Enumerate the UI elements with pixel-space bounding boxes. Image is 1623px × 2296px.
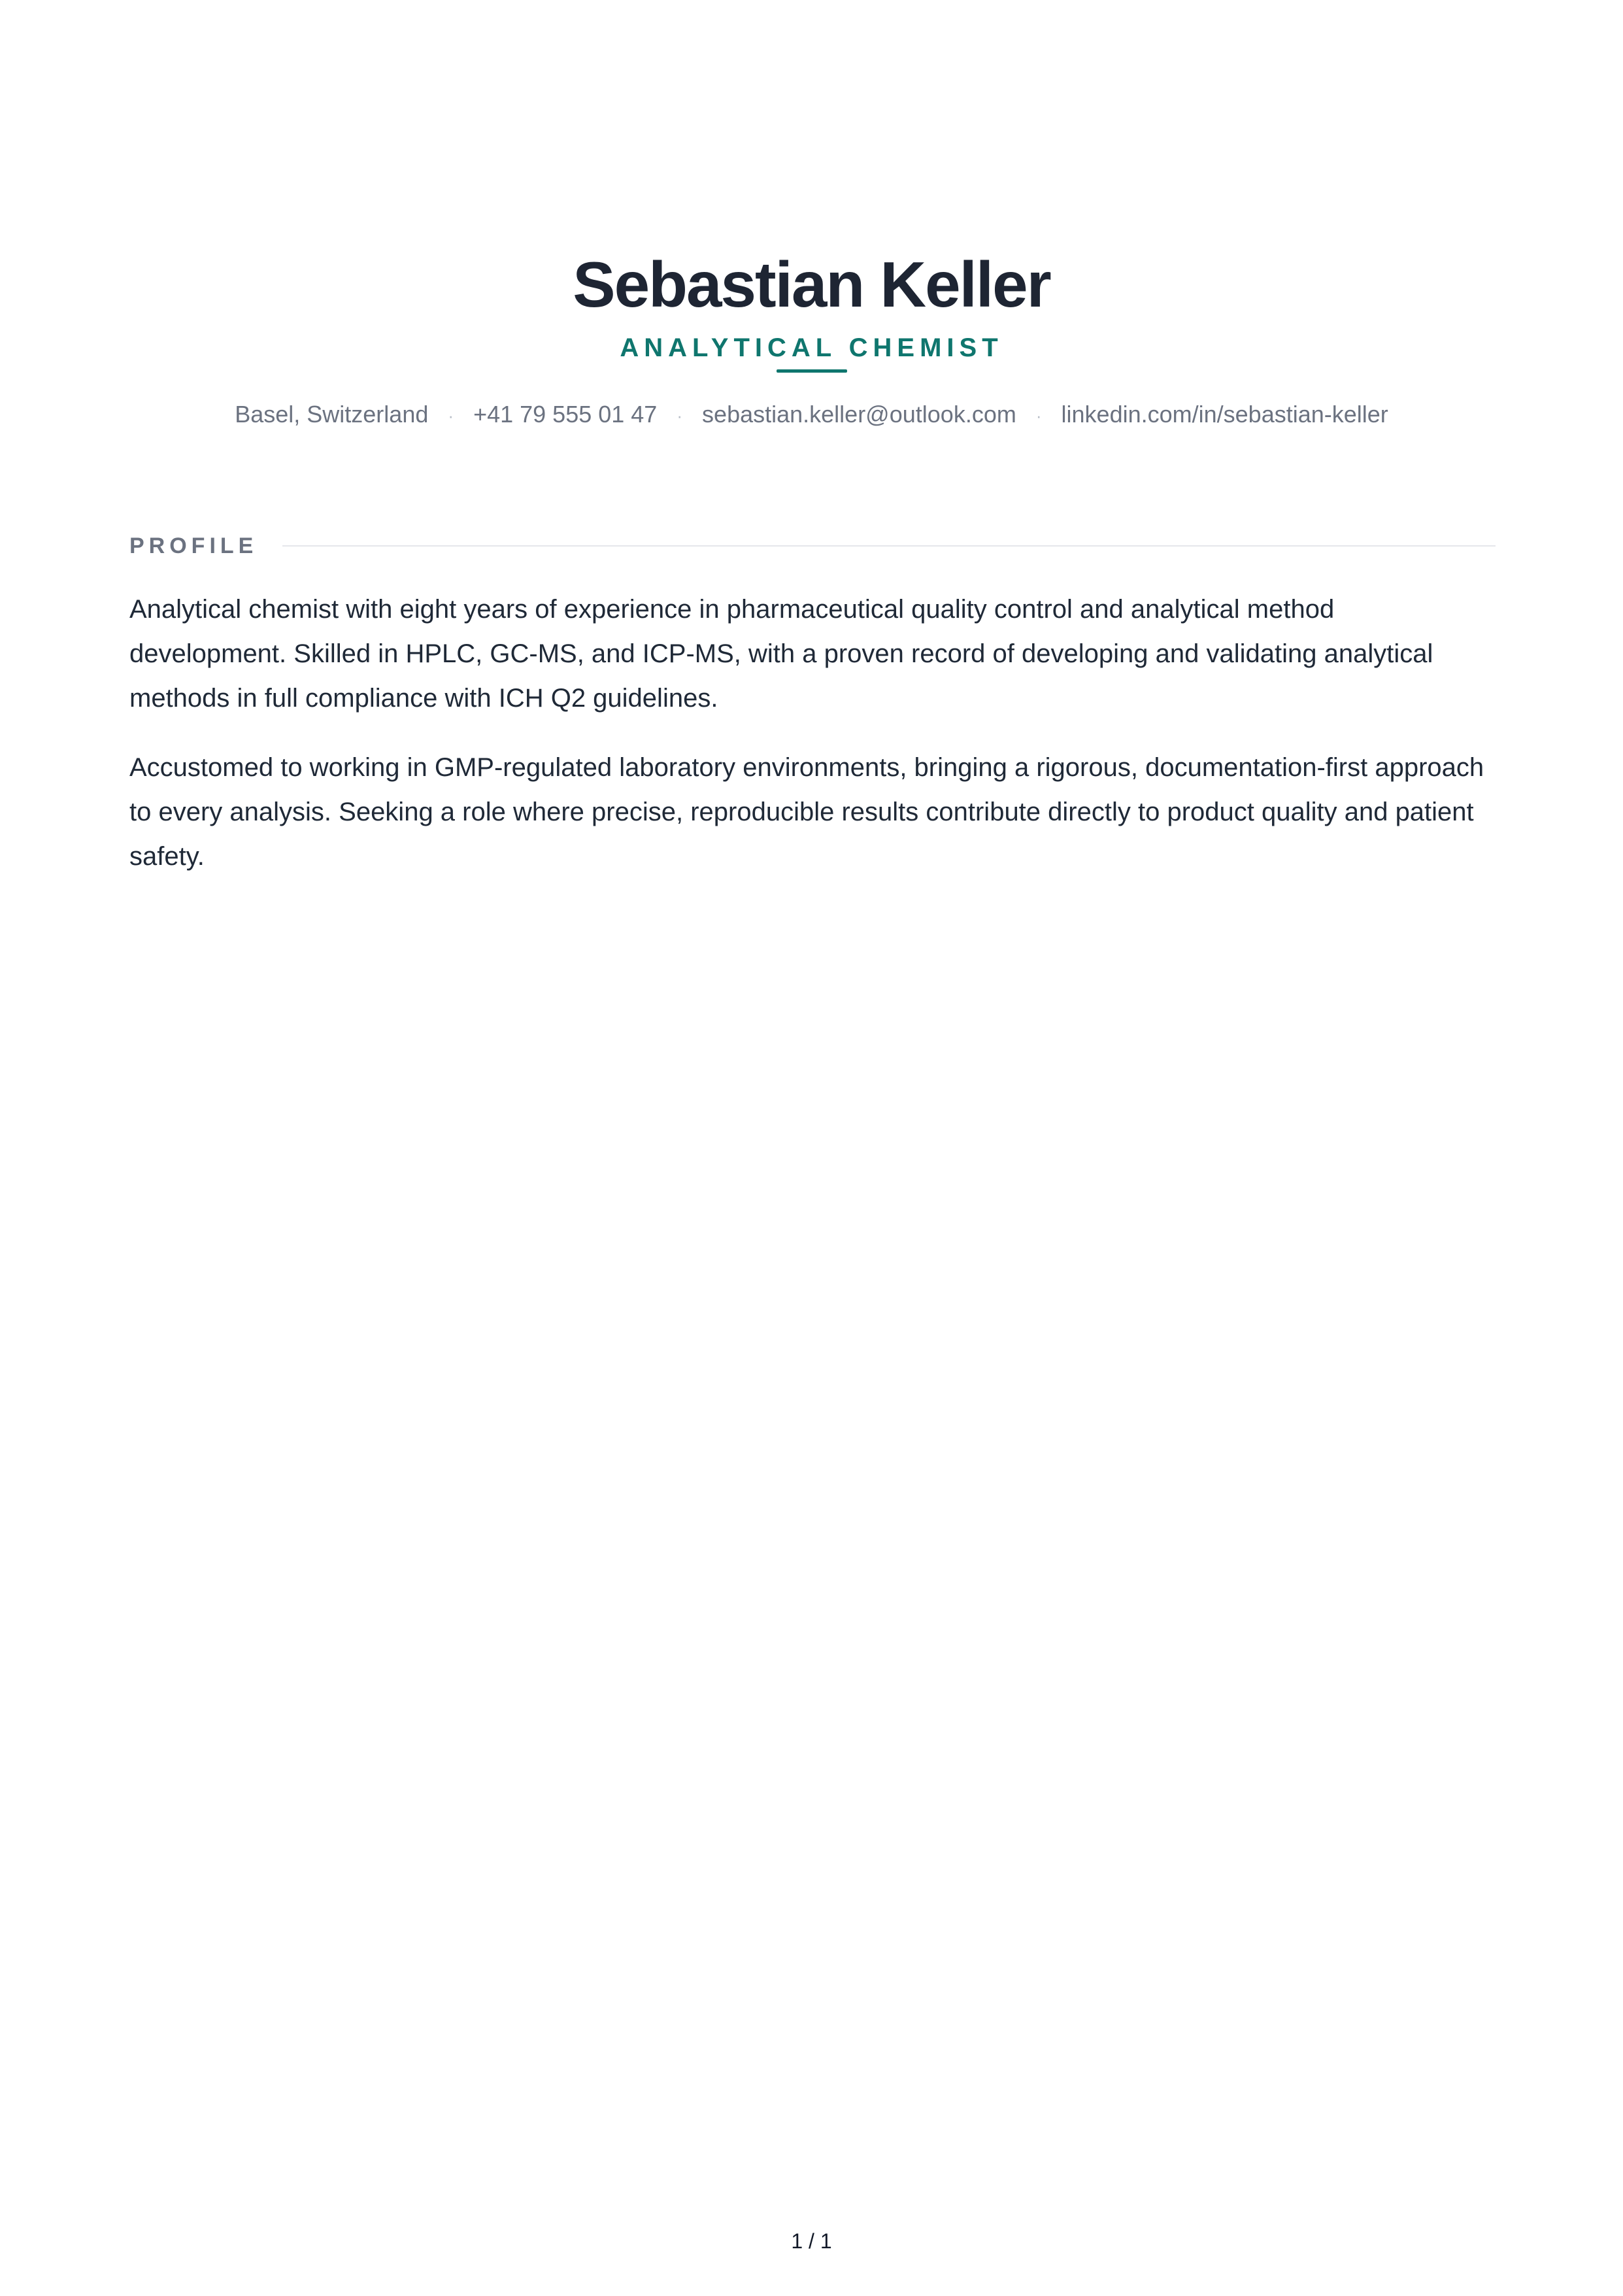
job-title-underline (777, 369, 847, 373)
contact-phone: +41 79 555 01 47 (473, 401, 658, 428)
profile-section (129, 530, 1496, 879)
section-header (129, 530, 1496, 562)
contact-line (0, 399, 1623, 431)
role-block (620, 329, 1003, 366)
section-divider (282, 545, 1496, 547)
contact-separator: · (1035, 406, 1042, 426)
section-title: PROFILE (129, 533, 258, 558)
contact-location: Basel, Switzerland (235, 401, 429, 428)
page-number: 1 / 1 (791, 2229, 832, 2253)
profile-paragraph: Accustomed to working in GMP-regulated laboratory environments, bringing a rigorous, documentation-first approach to every analysis. Seeking a role where precise, reproducible results contribute directly to product quality and patient safety. (129, 753, 1484, 871)
contact-separator: · (448, 406, 454, 426)
contact-email[interactable]: sebastian.keller@outlook.com (702, 401, 1016, 428)
job-title: ANALYTICAL CHEMIST (620, 333, 1003, 362)
contact-linkedin[interactable]: linkedin.com/in/sebastian-keller (1061, 401, 1388, 428)
contact-separator: · (677, 406, 683, 426)
candidate-name: Sebastian Keller (573, 248, 1050, 320)
profile-paragraph: Analytical chemist with eight years of experience in pharmaceutical quality control and analytical method development. Skilled in HPLC, GC-MS, and ICP-MS, with a proven record of developing and validating analytical methods in full compliance with ICH Q2 guidelines. (129, 595, 1433, 713)
resume-header (0, 242, 1623, 431)
